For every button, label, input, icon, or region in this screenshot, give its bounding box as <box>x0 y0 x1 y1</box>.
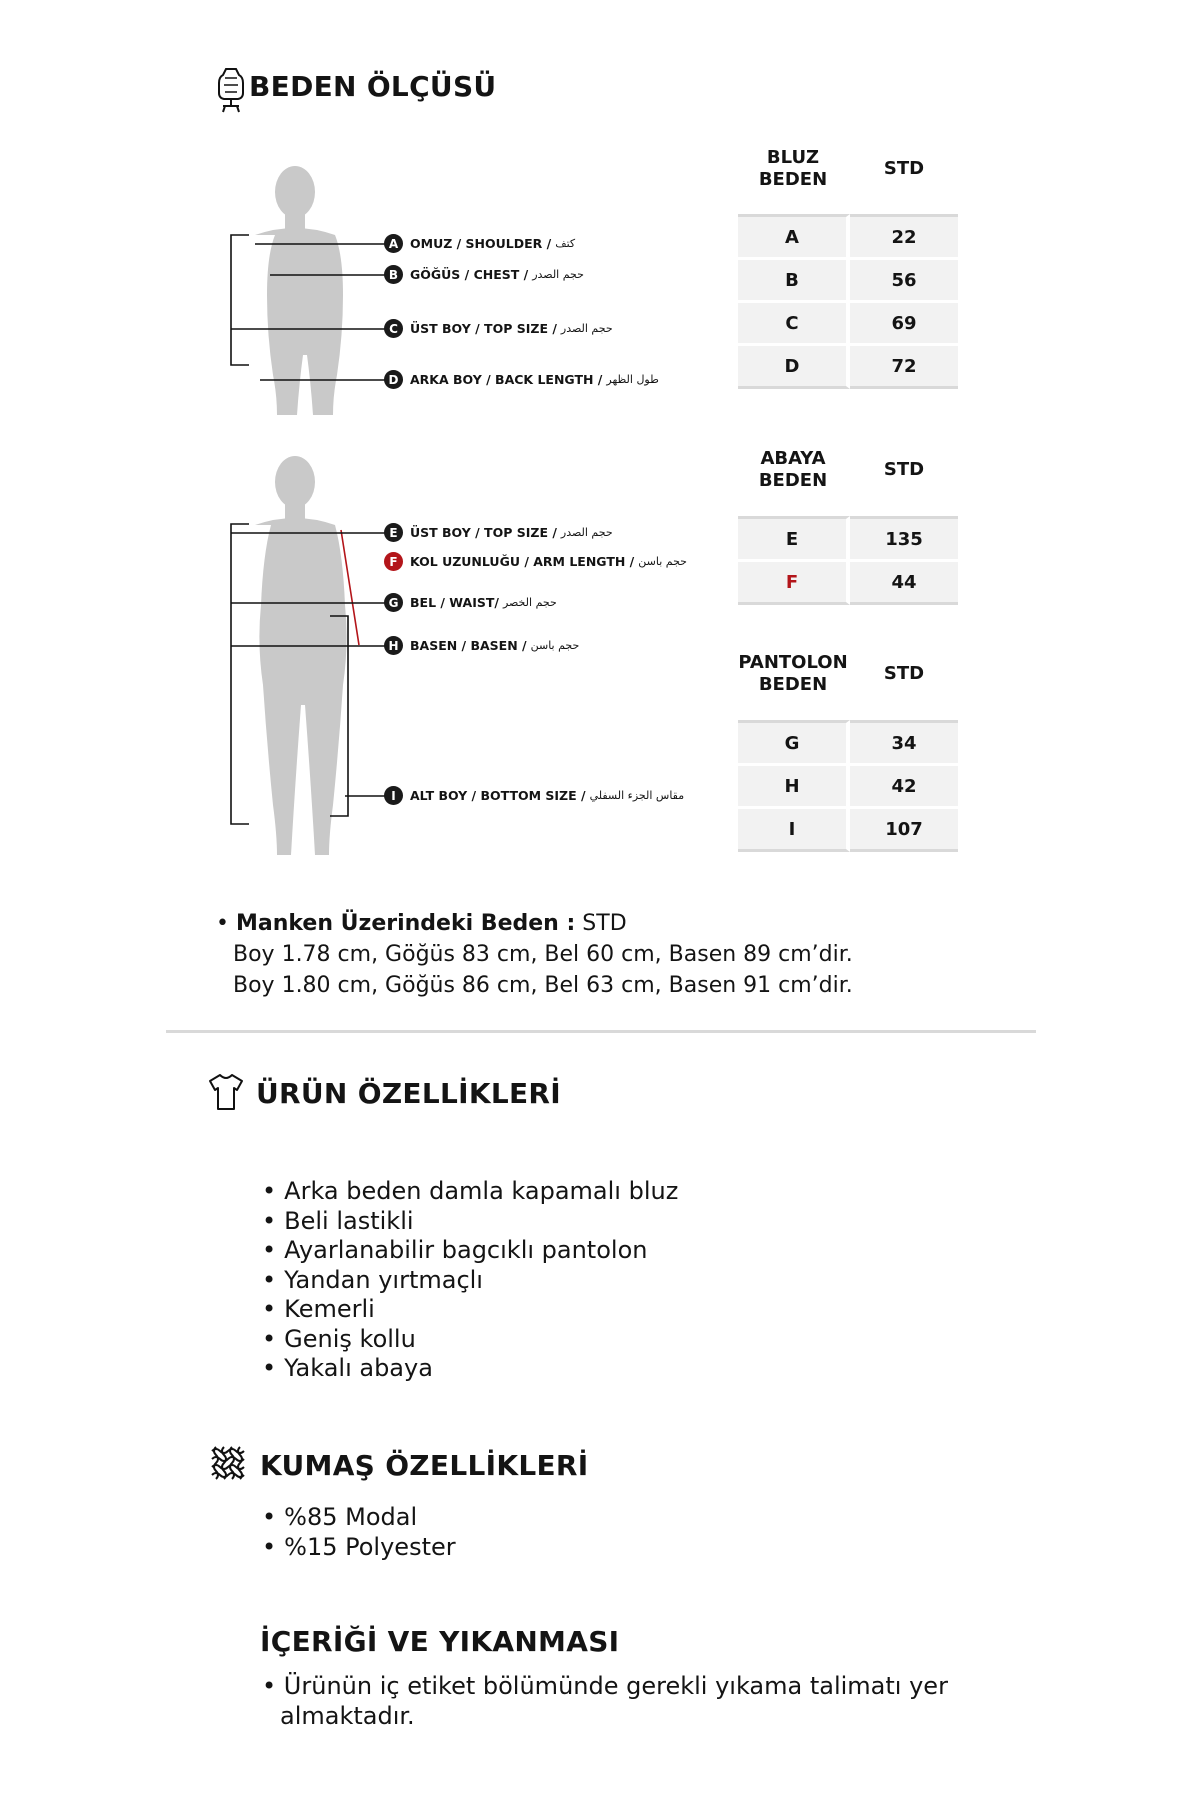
table-cell: 44 <box>850 562 958 605</box>
pants-size-table <box>738 720 958 852</box>
measure-badge: F <box>384 552 403 571</box>
tshirt-icon <box>208 1073 244 1111</box>
table-cell: I <box>738 809 850 852</box>
fabric-pattern-icon <box>210 1445 248 1483</box>
measure-arabic: طول الظهر <box>606 373 659 386</box>
header-line: BEDEN <box>758 674 828 695</box>
table-cell: A <box>738 214 850 260</box>
blouse-size-table <box>738 214 958 389</box>
header-line: BEDEN <box>758 470 828 491</box>
measure-label-f <box>384 552 687 571</box>
measure-label-e <box>384 523 613 542</box>
mannequin-icon <box>216 66 246 114</box>
fabric-section-title: KUMAŞ ÖZELLİKLERİ <box>260 1449 589 1482</box>
list-item: • %85 Modal <box>262 1503 456 1533</box>
table-row <box>738 766 958 809</box>
fabric-features-list <box>262 1503 456 1562</box>
measure-label-h <box>384 636 579 655</box>
table-cell: 107 <box>850 809 958 852</box>
list-item: • Ayarlanabilir bagcıklı pantolon <box>262 1236 678 1266</box>
measure-label-b <box>384 265 584 284</box>
measure-badge: E <box>384 523 403 542</box>
measure-text: BASEN / BASEN / <box>410 638 527 653</box>
model-info-label: Manken Üzerindeki Beden : <box>235 911 576 936</box>
blouse-table-std: STD <box>883 158 925 179</box>
table-cell: B <box>738 260 850 303</box>
measure-text: OMUZ / SHOULDER / <box>410 236 552 251</box>
measure-badge: D <box>384 370 403 389</box>
measure-label-g <box>384 593 557 612</box>
abaya-size-table <box>738 516 958 605</box>
table-cell: C <box>738 303 850 346</box>
measure-label-d <box>384 370 659 389</box>
table-cell: E <box>738 516 850 562</box>
table-cell: F <box>738 562 850 605</box>
measure-badge: G <box>384 593 403 612</box>
pants-table-std: STD <box>883 663 925 684</box>
product-features-list <box>262 1177 678 1384</box>
care-text-line-1 <box>262 1672 948 1702</box>
list-item: • Yakalı abaya <box>262 1354 678 1384</box>
measure-arabic: حجم الخصر <box>502 596 557 609</box>
table-row <box>738 346 958 389</box>
table-row <box>738 562 958 605</box>
model-info-line <box>216 908 853 939</box>
table-row <box>738 809 958 852</box>
measure-arabic: حجم باسن <box>530 639 580 652</box>
measure-text: KOL UZUNLUĞU / ARM LENGTH / <box>410 554 635 569</box>
measure-arabic: كتف <box>555 237 576 250</box>
bullet: • <box>262 1672 284 1700</box>
table-row <box>738 720 958 766</box>
measure-text: ALT BOY / BOTTOM SIZE / <box>410 788 586 803</box>
list-item: • Yandan yırtmaçlı <box>262 1266 678 1296</box>
table-cell: 34 <box>850 720 958 766</box>
measure-text: ÜST BOY / TOP SIZE / <box>410 321 557 336</box>
measure-label-a <box>384 234 575 253</box>
measure-text: BEL / WAIST/ <box>410 595 499 610</box>
measure-badge: A <box>384 234 403 253</box>
measure-text: ÜST BOY / TOP SIZE / <box>410 525 557 540</box>
table-cell: 56 <box>850 260 958 303</box>
table-cell: 42 <box>850 766 958 809</box>
list-item: • Geniş kollu <box>262 1325 678 1355</box>
care-text-content: Ürünün iç etiket bölümünde gerekli yıkama talimatı yer <box>283 1672 948 1700</box>
size-section-title: BEDEN ÖLÇÜSÜ <box>249 70 497 103</box>
measure-arabic: حجم الصدر <box>560 322 613 335</box>
product-section-title: ÜRÜN ÖZELLİKLERİ <box>256 1077 561 1110</box>
measure-label-c <box>384 319 613 338</box>
table-cell: D <box>738 346 850 389</box>
measure-badge: C <box>384 319 403 338</box>
measure-arabic: حجم الصدر <box>560 526 613 539</box>
abaya-table-std: STD <box>883 459 925 480</box>
table-row <box>738 214 958 260</box>
measure-text: ARKA BOY / BACK LENGTH / <box>410 372 603 387</box>
header-line: BLUZ <box>766 147 820 168</box>
measure-arabic: حجم الصدر <box>532 268 584 281</box>
model-info-value: STD <box>582 911 627 936</box>
table-cell: 135 <box>850 516 958 562</box>
table-row <box>738 260 958 303</box>
table-cell: 22 <box>850 214 958 260</box>
model-info-line-2: Boy 1.80 cm, Göğüs 86 cm, Bel 63 cm, Basen 91 cm’dir. <box>233 973 853 998</box>
measure-arabic: مقاس الجزء السفلي <box>589 789 685 802</box>
pants-table-header <box>730 652 856 696</box>
care-section-title: İÇERİĞİ VE YIKANMASI <box>260 1625 620 1658</box>
model-info-line-1: Boy 1.78 cm, Göğüs 83 cm, Bel 60 cm, Basen 89 cm’dir. <box>233 942 853 967</box>
measure-text: GÖĞÜS / CHEST / <box>410 267 529 282</box>
abaya-table-header <box>738 448 848 492</box>
blouse-table-header <box>738 147 848 191</box>
table-row <box>738 303 958 346</box>
list-item: • Kemerli <box>262 1295 678 1325</box>
care-text <box>262 1672 948 1731</box>
care-text-line-2: almaktadır. <box>280 1701 415 1730</box>
measure-arabic: حجم باسن <box>638 555 687 568</box>
measure-label-i <box>384 786 684 805</box>
table-cell: G <box>738 720 850 766</box>
measure-badge: H <box>384 636 403 655</box>
table-cell: 72 <box>850 346 958 389</box>
list-item: • Beli lastikli <box>262 1207 678 1237</box>
measure-badge: I <box>384 786 403 805</box>
header-line: BEDEN <box>758 169 828 190</box>
table-row <box>738 516 958 562</box>
list-item: • %15 Polyester <box>262 1533 456 1563</box>
header-line: PANTOLON <box>738 652 848 673</box>
table-cell: H <box>738 766 850 809</box>
section-divider <box>166 1030 1036 1033</box>
bullet: • <box>216 911 236 936</box>
model-info <box>216 908 853 1001</box>
table-cell: 69 <box>850 303 958 346</box>
measure-badge: B <box>384 265 403 284</box>
header-line: ABAYA <box>760 448 826 469</box>
list-item: • Arka beden damla kapamalı bluz <box>262 1177 678 1207</box>
